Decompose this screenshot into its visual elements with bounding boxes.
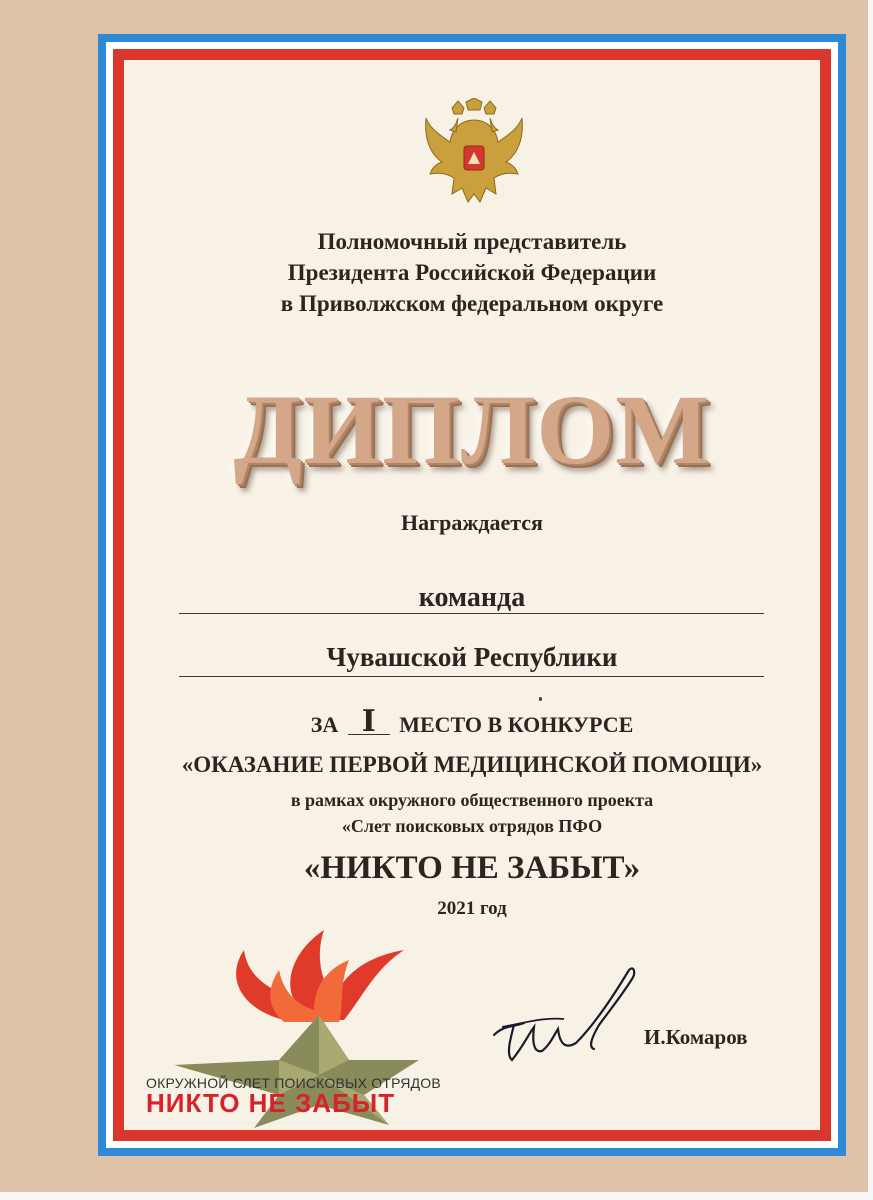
logo-text-top: ОКРУЖНОЙ СЛЕТ ПОИСКОВЫХ ОТРЯДОВ [146,1075,441,1091]
place-prefix: ЗА [310,712,339,737]
issuer-line-2: Президента Российской Федерации [287,260,657,285]
issuer-block [124,226,820,319]
recipient-underline-1 [179,613,764,614]
signer-name: И.Комаров [644,1025,748,1049]
awarded-label: Награждается [401,510,543,535]
contest-name: «ОКАЗАНИЕ ПЕРВОЙ МЕДИЦИНСКОЙ ПОМОЩИ» [181,752,763,777]
project-line-2: «Слет поисковых отрядов ПФО [341,816,603,836]
recipient-line-2: Чувашской Республики [326,642,618,672]
year: 2021 год [437,898,507,919]
slogan: «НИКТО НЕ ЗАБЫТ» [303,850,641,886]
issuer-line-1: Полномочный представитель [317,229,627,254]
logo-text-bottom: НИКТО НЕ ЗАБЫТ [146,1088,396,1118]
signature-icon [484,965,654,1095]
place-suffix: МЕСТО В КОНКУРСЕ [399,712,634,737]
diploma-title: ДИПЛОМ [233,374,711,485]
project-line-1: в рамках окружного общественного проекта [290,790,654,810]
russian-coat-of-arms-icon [422,98,526,212]
issuer-line-3: в Приволжском федеральном округе [280,291,664,316]
recipient-line-1: команда [418,582,526,613]
place-number: I [348,710,390,735]
recipient-underline-2 [179,676,764,677]
diploma-panel [124,60,820,1130]
ink-dot [539,697,542,701]
place-line [124,704,820,739]
